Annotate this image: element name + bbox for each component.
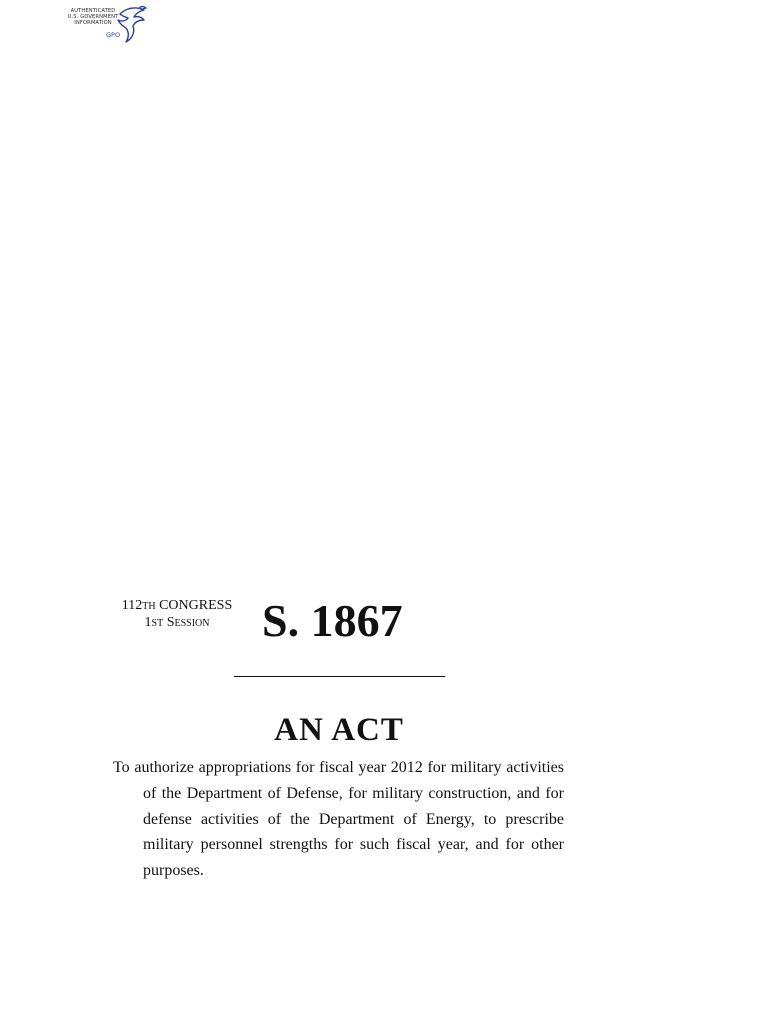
act-purpose-text: To authorize appropriations for fiscal year 2012 for military activities of the Department of Defense, for military construction, and for defense activities of the Department of Energy, to prescribe military personnel strengths for such fiscal year, and for other purposes.: [113, 759, 564, 880]
divider-rule: [234, 676, 445, 677]
session-line: [112, 615, 242, 632]
session-ordinal: 1: [144, 615, 152, 630]
seal-gpo-label: GPO: [106, 31, 121, 39]
session-ordinal-suffix: ST: [151, 618, 164, 629]
congress-session-block: [112, 598, 242, 632]
seal-line-1: AUTHENTICATED: [70, 8, 116, 14]
eagle-icon: [114, 4, 148, 48]
seal-line-2: U.S. GOVERNMENT: [67, 14, 119, 20]
session-name: Session: [166, 615, 210, 630]
seal-line-3: INFORMATION: [74, 20, 112, 26]
congress-ordinal: 112: [121, 598, 143, 613]
congress-name: CONGRESS: [159, 598, 233, 613]
congress-ordinal-suffix: TH: [142, 601, 156, 612]
congress-line: [112, 598, 242, 615]
act-heading: AN ACT: [274, 712, 404, 748]
gpo-authentication-seal: [62, 4, 148, 48]
bill-number: S. 1867: [262, 595, 403, 646]
